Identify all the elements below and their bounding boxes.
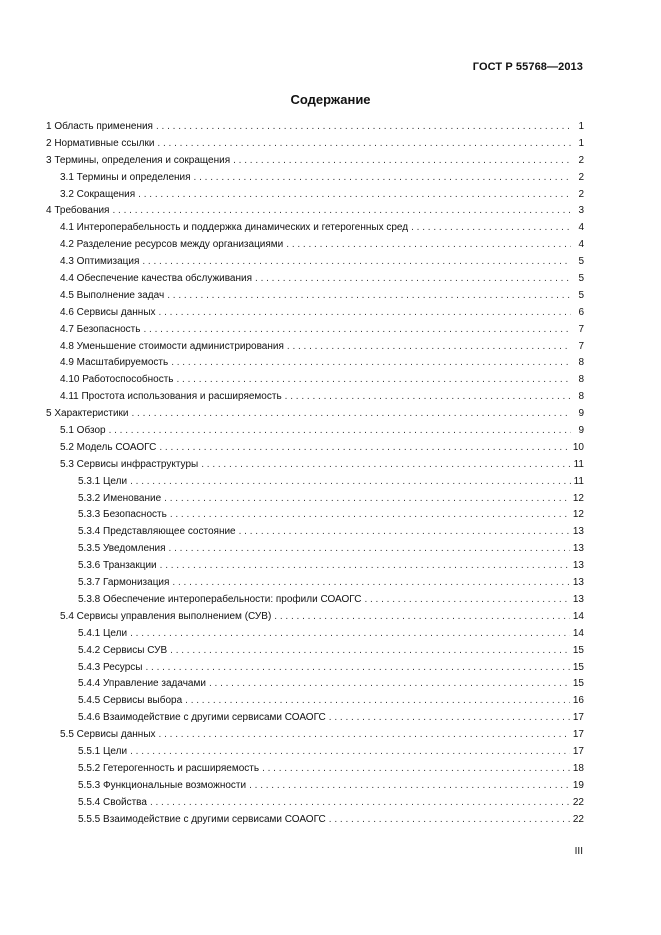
toc-entry-label: 4.2 Разделение ресурсов между организациями <box>60 239 284 251</box>
toc-entry[interactable] <box>46 592 584 609</box>
toc-entry[interactable] <box>46 203 584 220</box>
toc-entry-label: 5.3.7 Гармонизация <box>78 577 170 589</box>
toc-entry-label: 3.2 Сокращения <box>60 188 136 200</box>
toc-leader-dots <box>233 153 571 170</box>
toc-entry-page: 2 <box>578 154 584 166</box>
document-header: ГОСТ Р 55768—2013 <box>472 61 583 73</box>
toc-entry-page: 8 <box>578 391 584 403</box>
toc-entry-page: 5 <box>578 273 584 285</box>
toc-leader-dots <box>145 660 569 677</box>
toc-entry[interactable] <box>46 254 584 271</box>
toc-entry-label: 4.1 Интероперабельность и поддержка динамических и гетерогенных сред <box>60 222 409 234</box>
toc-entry-page: 7 <box>578 323 584 335</box>
toc-entry[interactable] <box>46 237 584 254</box>
toc-entry-label: 5.4 Сервисы управления выполнением (СУВ) <box>60 610 272 622</box>
toc-entry-label: 5.4.6 Взаимодействие с другими сервисами СОАОГС <box>78 712 326 724</box>
toc-leader-dots <box>239 524 570 541</box>
toc-entry-page: 14 <box>572 610 584 622</box>
toc-entry-page: 12 <box>572 492 584 504</box>
toc-entry-label: 4.5 Выполнение задач <box>60 289 165 301</box>
toc-entry-label: 5.3.8 Обеспечение интероперабельности: профили СОАОГС <box>78 593 362 605</box>
toc-entry[interactable] <box>46 541 584 558</box>
toc-entry[interactable] <box>46 153 584 170</box>
toc-entry[interactable] <box>46 778 584 795</box>
toc-entry-label: 5.3.2 Именование <box>78 492 162 504</box>
toc-entry-page: 8 <box>578 374 584 386</box>
toc-entry-label: 1 Область применения <box>46 121 153 132</box>
toc-leader-dots <box>411 220 571 237</box>
toc-entry-page: 6 <box>578 306 584 318</box>
toc-entry-page: 19 <box>572 779 584 791</box>
toc-leader-dots <box>130 474 571 491</box>
toc-leader-dots <box>138 187 571 204</box>
toc-entry-label: 5.5 Сервисы данных <box>60 729 156 741</box>
toc-leader-dots <box>286 237 571 254</box>
toc-entry[interactable] <box>46 693 584 710</box>
toc-entry-page: 10 <box>572 441 584 453</box>
toc-leader-dots <box>329 710 570 727</box>
toc-entry[interactable] <box>46 812 584 829</box>
toc-leader-dots <box>169 541 570 558</box>
toc-leader-dots <box>255 271 571 288</box>
toc-leader-dots <box>287 339 571 356</box>
toc-entry-page: 17 <box>572 729 584 741</box>
toc-entry[interactable] <box>46 305 584 322</box>
toc-leader-dots <box>274 609 570 626</box>
toc-entry-page: 12 <box>572 509 584 521</box>
toc-entry-label: 5.3.4 Представляющее состояние <box>78 526 236 538</box>
toc-entry[interactable] <box>46 575 584 592</box>
toc-leader-dots <box>142 254 571 271</box>
toc-entry-label: 5.4.4 Управление задачами <box>78 678 206 690</box>
toc-leader-dots <box>194 170 571 187</box>
toc-entry-label: 4.8 Уменьшение стоимости администрирования <box>60 340 284 352</box>
toc-entry-label: 3.1 Термины и определения <box>60 171 191 183</box>
toc-entry-label: 5.4.3 Ресурсы <box>78 661 143 673</box>
toc-leader-dots <box>262 761 570 778</box>
toc-entry[interactable] <box>46 389 584 406</box>
toc-entry[interactable] <box>46 220 584 237</box>
toc-entry[interactable] <box>46 187 584 204</box>
toc-entry[interactable] <box>46 271 584 288</box>
toc-entry-label: 4.11 Простота использования и расширяемость <box>60 391 282 403</box>
toc-leader-dots <box>143 322 571 339</box>
toc-leader-dots <box>329 812 570 829</box>
toc-entry[interactable] <box>46 507 584 524</box>
toc-leader-dots <box>157 136 571 153</box>
toc-entry[interactable] <box>46 355 584 372</box>
toc-entry-label: 5.5.1 Цели <box>78 745 128 757</box>
toc-leader-dots <box>285 389 571 406</box>
toc-entry-label: 5.3.3 Безопасность <box>78 509 167 521</box>
toc-entry-label: 2 Нормативные ссылки <box>46 137 155 149</box>
toc-leader-dots <box>172 575 569 592</box>
toc-entry-label: 5.4.5 Сервисы выбора <box>78 695 183 707</box>
toc-entry-label: 5.5.5 Взаимодействие с другими сервисами СОАОГС <box>78 813 326 825</box>
toc-entry[interactable] <box>46 761 584 778</box>
toc-entry[interactable] <box>46 626 584 643</box>
toc-entry[interactable] <box>46 423 584 440</box>
toc-entry-label: 5.5.4 Свойства <box>78 796 147 808</box>
toc-entry-label: 5.4.1 Цели <box>78 627 128 639</box>
toc-leader-dots <box>159 305 571 322</box>
toc-leader-dots <box>156 119 571 136</box>
toc-leader-dots <box>130 744 570 761</box>
toc-entry-label: 4.7 Безопасность <box>60 323 141 335</box>
toc-entry-page: 13 <box>572 593 584 605</box>
toc-leader-dots <box>167 288 571 305</box>
toc-entry-page: 11 <box>573 475 584 487</box>
toc-leader-dots <box>109 423 571 440</box>
toc-entry-page: 2 <box>578 171 584 183</box>
toc-entry-page: 15 <box>572 678 584 690</box>
toc-entry-page: 2 <box>578 188 584 200</box>
toc-entry[interactable] <box>46 372 584 389</box>
toc-leader-dots <box>170 507 570 524</box>
toc-entry-page: 1 <box>578 137 584 149</box>
toc-entry[interactable] <box>46 795 584 812</box>
toc-entry-label: 5.3.6 Транзакции <box>78 560 157 572</box>
toc-entry-page: 7 <box>578 340 584 352</box>
toc-entry[interactable] <box>46 660 584 677</box>
toc-entry-label: 5.5.2 Гетерогенность и расширяемость <box>78 762 260 774</box>
toc-entry[interactable] <box>46 406 584 423</box>
toc-leader-dots <box>150 795 570 812</box>
toc-entry-page: 16 <box>572 695 584 707</box>
toc-entry-label: 5.2 Модель СОАОГС <box>60 441 157 453</box>
toc-entry[interactable] <box>46 609 584 626</box>
toc-entry-page: 22 <box>572 813 584 825</box>
toc-entry-label: 4.3 Оптимизация <box>60 256 140 268</box>
toc-entry-page: 15 <box>572 661 584 673</box>
toc-entry[interactable] <box>46 170 584 187</box>
toc-entry-page: 18 <box>572 762 584 774</box>
toc-entry-page: 4 <box>578 222 584 234</box>
toc-entry-label: 4 Требования <box>46 205 110 217</box>
toc-entry-page: 9 <box>578 408 584 420</box>
toc-entry-page: 13 <box>572 560 584 572</box>
toc-entry-page: 13 <box>572 543 584 555</box>
toc-entry-label: 4.9 Масштабируемость <box>60 357 169 369</box>
table-of-contents <box>46 119 584 828</box>
toc-entry[interactable] <box>46 322 584 339</box>
toc-entry-page: 11 <box>573 458 584 470</box>
toc-leader-dots <box>201 457 570 474</box>
toc-entry-page: 14 <box>572 627 584 639</box>
toc-entry-page: 9 <box>578 425 584 437</box>
toc-leader-dots <box>177 372 572 389</box>
toc-leader-dots <box>112 203 571 220</box>
toc-entry-page: 5 <box>578 256 584 268</box>
toc-leader-dots <box>171 355 571 372</box>
toc-entry[interactable] <box>46 710 584 727</box>
toc-entry-label: 5.4.2 Сервисы СУВ <box>78 644 168 656</box>
toc-entry[interactable] <box>46 643 584 660</box>
toc-entry-page: 17 <box>572 745 584 757</box>
toc-entry[interactable] <box>46 288 584 305</box>
toc-entry[interactable] <box>46 119 584 136</box>
toc-leader-dots <box>364 592 569 609</box>
toc-entry[interactable] <box>46 558 584 575</box>
toc-leader-dots <box>159 440 570 457</box>
toc-entry-label: 4.10 Работоспособность <box>60 374 174 386</box>
toc-leader-dots <box>159 727 570 744</box>
toc-leader-dots <box>160 558 570 575</box>
toc-entry-label: 4.4 Обеспечение качества обслуживания <box>60 273 253 285</box>
toc-entry-page: 4 <box>578 239 584 251</box>
toc-entry-page: 22 <box>572 796 584 808</box>
toc-entry[interactable] <box>46 136 584 153</box>
toc-entry[interactable] <box>46 339 584 356</box>
toc-entry[interactable] <box>46 474 584 491</box>
toc-entry-page: 17 <box>572 712 584 724</box>
toc-leader-dots <box>209 676 570 693</box>
toc-entry-label: 5.3.1 Цели <box>78 475 128 487</box>
toc-entry-page: 5 <box>578 289 584 301</box>
toc-leader-dots <box>170 643 570 660</box>
toc-leader-dots <box>132 406 572 423</box>
page-number: III <box>574 846 583 857</box>
toc-entry-page: 13 <box>572 526 584 538</box>
toc-leader-dots <box>164 491 570 508</box>
toc-entry-page: 13 <box>572 577 584 589</box>
toc-entry-label: 3 Термины, определения и сокращения <box>46 154 231 166</box>
toc-leader-dots <box>249 778 570 795</box>
toc-entry-page: 3 <box>578 205 584 217</box>
toc-entry-label: 4.6 Сервисы данных <box>60 306 156 318</box>
toc-entry-label: 5.1 Обзор <box>60 425 106 437</box>
toc-entry[interactable] <box>46 524 584 541</box>
toc-entry[interactable] <box>46 727 584 744</box>
toc-entry-page: 15 <box>572 644 584 656</box>
toc-entry[interactable] <box>46 491 584 508</box>
toc-entry[interactable] <box>46 440 584 457</box>
toc-entry-label: 5.3 Сервисы инфраструктуры <box>60 458 199 470</box>
toc-leader-dots <box>130 626 570 643</box>
toc-entry[interactable] <box>46 676 584 693</box>
toc-entry[interactable] <box>46 457 584 474</box>
toc-entry-page: 8 <box>578 357 584 369</box>
toc-entry-label: 5 Характеристики <box>46 408 129 420</box>
toc-entry-page: 1 <box>578 121 584 132</box>
toc-entry[interactable] <box>46 744 584 761</box>
toc-leader-dots <box>185 693 570 710</box>
toc-entry-label: 5.3.5 Уведомления <box>78 543 166 555</box>
page-title: Содержание <box>290 92 371 107</box>
toc-entry-label: 5.5.3 Функциональные возможности <box>78 779 247 791</box>
